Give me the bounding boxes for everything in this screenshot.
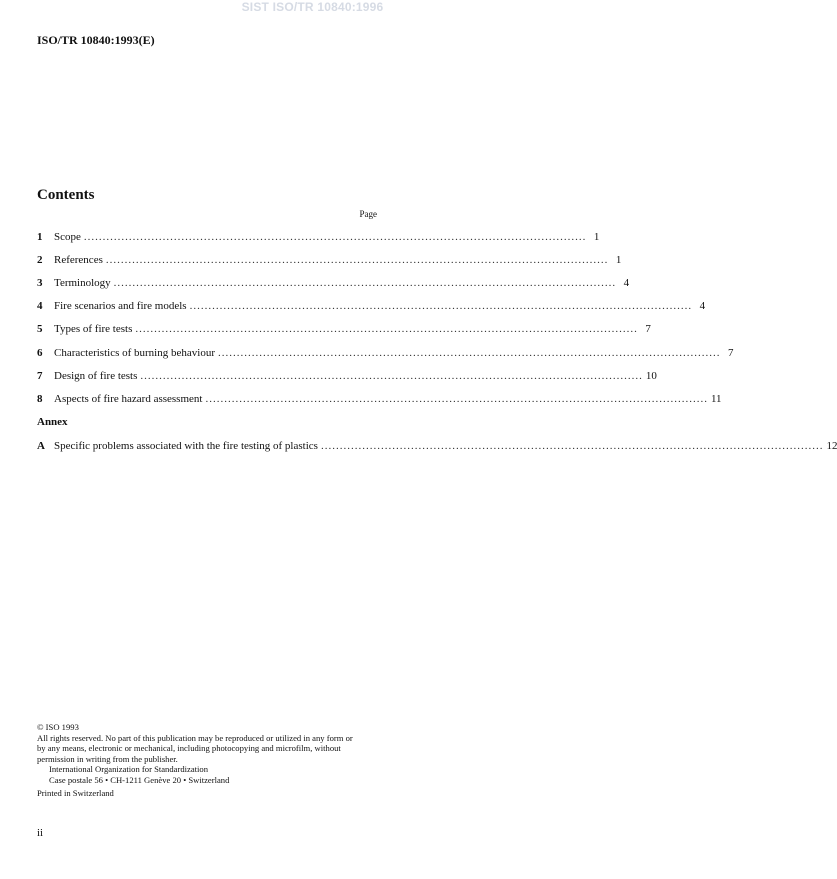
toc-entry-title: References <box>54 254 103 266</box>
dot-leader: ...................................................................................................................................... <box>320 440 824 452</box>
toc-entry-number: 4 <box>37 300 43 312</box>
toc-entry[interactable] <box>37 345 734 361</box>
toc-entry-page: 11 <box>710 393 722 405</box>
toc-entry-title: Fire scenarios and fire models <box>54 300 187 312</box>
rights-line: All rights reserved. No part of this publication may be reproduced or utilized in any form or <box>37 732 353 743</box>
toc-entry-page: 1 <box>593 231 600 243</box>
printed-location: Printed in Switzerland <box>37 788 114 798</box>
dot-leader: ...................................................................................................................................... <box>135 323 638 335</box>
toc-entry-page: 1 <box>615 254 622 266</box>
toc-entry[interactable] <box>37 321 651 337</box>
toc-entry-page: 4 <box>699 300 706 312</box>
toc-entry-number: 5 <box>37 323 43 335</box>
annex-heading: Annex <box>37 416 68 428</box>
toc-entry[interactable] <box>37 229 600 245</box>
dot-leader: ...................................................................................................................................... <box>105 254 609 266</box>
copyright-notice: © ISO 1993 <box>37 722 79 732</box>
toc-entry-number: A <box>37 440 45 452</box>
dot-leader: ...................................................................................................................................... <box>83 231 587 243</box>
toc-entry-number: 7 <box>37 370 43 382</box>
dot-leader: ...................................................................................................................................... <box>205 393 708 405</box>
toc-entry-title: Aspects of fire hazard assessment <box>54 393 203 405</box>
toc-annex-entry[interactable] <box>37 438 837 454</box>
toc-entry-page: 12 <box>826 440 837 452</box>
copyright-block <box>37 722 377 799</box>
contents-heading: Contents <box>37 187 95 203</box>
toc-entry-title: Specific problems associated with the fire testing of plastics <box>54 440 318 452</box>
toc-entry-title: Terminology <box>54 277 111 289</box>
toc-entry-title: Characteristics of burning behaviour <box>54 347 215 359</box>
toc-entry-number: 3 <box>37 277 43 289</box>
toc-entry-number: 8 <box>37 393 43 405</box>
toc-entry-page: 7 <box>727 347 734 359</box>
toc-entry[interactable] <box>37 368 657 384</box>
toc-entry-page: 7 <box>645 323 651 335</box>
page-column-label: Page <box>359 209 377 219</box>
toc-entry-number: 2 <box>37 254 43 266</box>
toc-entry[interactable] <box>37 252 622 268</box>
dot-leader: ...................................................................................................................................... <box>217 347 721 359</box>
toc-entry-page: 4 <box>623 277 630 289</box>
organization-name: International Organization for Standardization <box>49 764 209 774</box>
toc-entry-title: Types of fire tests <box>54 323 133 335</box>
toc-entry[interactable] <box>37 275 630 291</box>
rights-line: by any means, electronic or mechanical, including photocopying and microfilm, without <box>37 743 341 753</box>
dot-leader: ...................................................................................................................................... <box>140 370 643 382</box>
dot-leader: ...................................................................................................................................... <box>113 277 617 289</box>
rights-line: permission in writing from the publisher. <box>37 753 178 764</box>
watermark: SIST ISO/TR 10840:1996 <box>241 0 384 14</box>
toc-entry-page: 10 <box>645 370 657 382</box>
dot-leader: ...................................................................................................................................... <box>189 300 693 312</box>
toc-entry-number: 6 <box>37 347 43 359</box>
document-identifier: ISO/TR 10840:1993(E) <box>37 33 155 47</box>
organization-address: Case postale 56 • CH-1211 Genève 20 • Switzerland <box>49 774 230 785</box>
page-number: ii <box>37 827 44 839</box>
toc-entry[interactable] <box>37 391 722 407</box>
toc-entry[interactable] <box>37 298 706 314</box>
toc-entry-title: Design of fire tests <box>54 370 138 382</box>
toc-entry-title: Scope <box>54 231 81 243</box>
toc-entry-number: 1 <box>37 231 43 243</box>
